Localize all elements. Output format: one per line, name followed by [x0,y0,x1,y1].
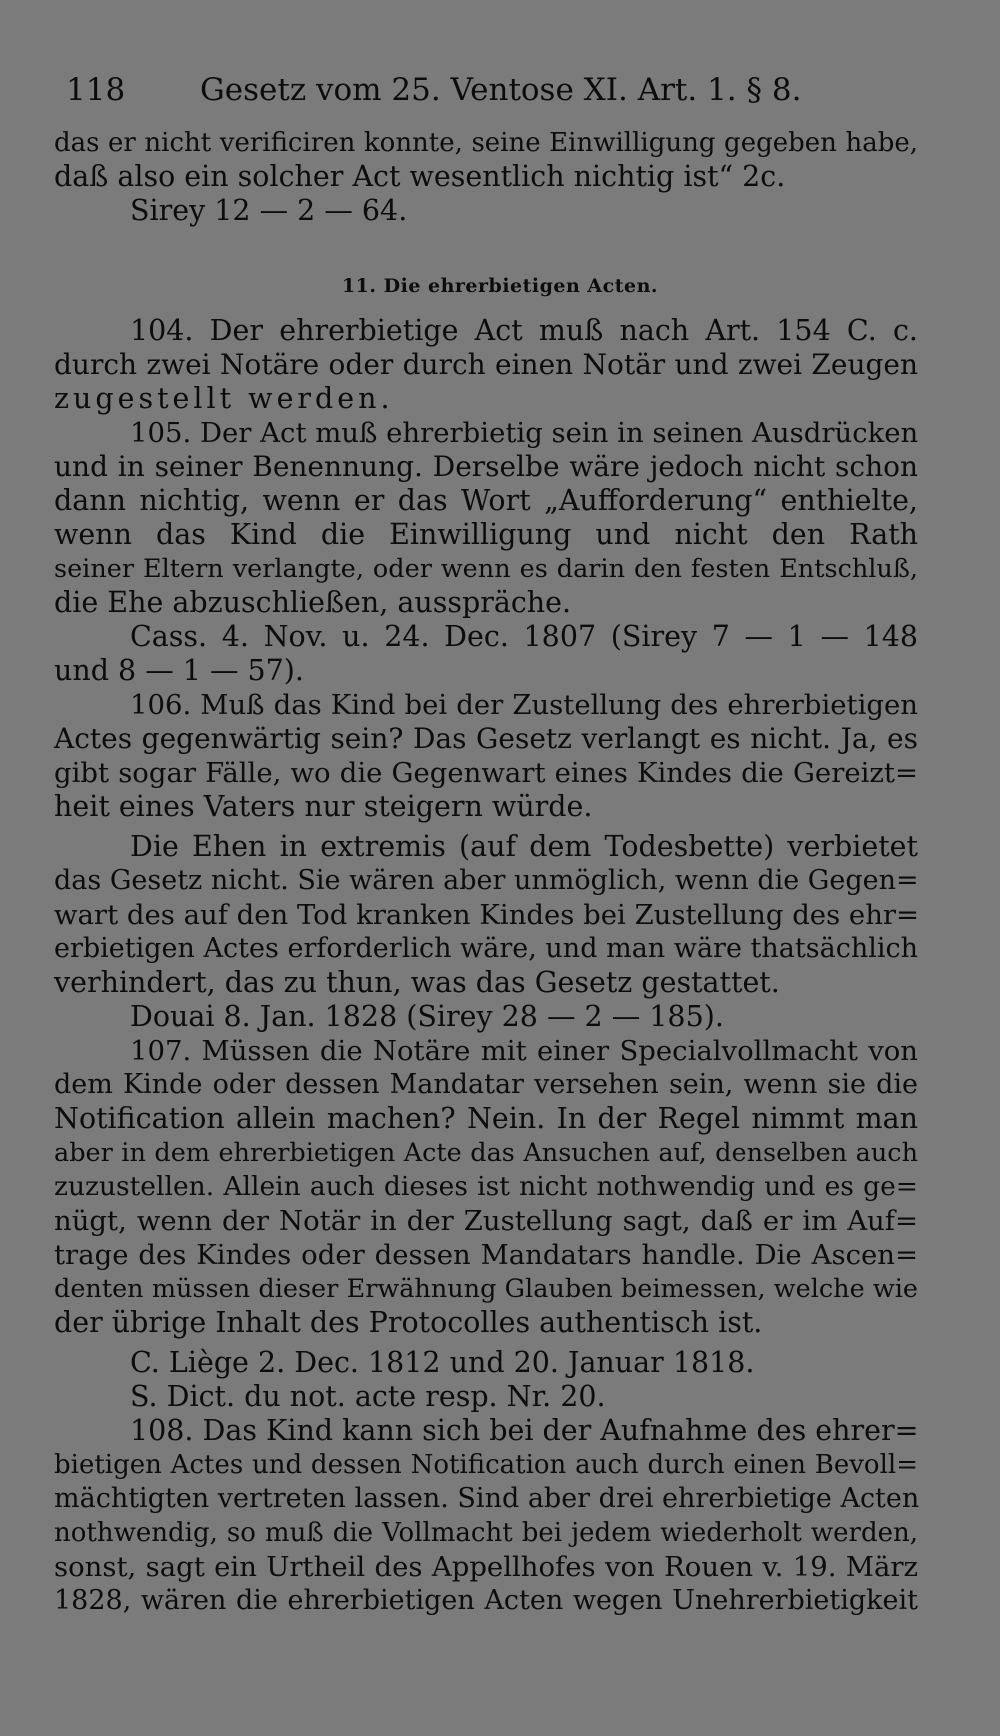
text-line: dem Kinde oder dessen Mandatar versehen sein, wenn sie die [54,1069,918,1100]
text-line: verhindert, das zu thun, was das Gesetz gestattet. [54,966,780,999]
citation: C. Liège 2. Dec. 1812 und 20. Januar 1818. [130,1346,755,1379]
text-line: das Gesetz nicht. Sie wären aber unmöglich, wenn die Gegen= [54,865,919,896]
text-line: bietigen Actes und dessen Notification auch durch einen Bevoll= [54,1450,918,1480]
text-line: zugestellt werden. [54,382,394,415]
text-line: trage des Kindes oder dessen Mandatars handle. Die Ascen= [54,1239,918,1271]
page-header [66,70,802,110]
text-line: durch zwei Notäre oder durch einen Notär und zwei Zeugen [54,348,918,381]
text-line: die Ehe abzuschließen, ausspräche. [54,586,572,619]
text-line: Actes gegenwärtig sein? Das Gesetz verlangt es nicht. Ja, es [54,722,918,755]
text-line: und in seiner Benennung. Derselbe wäre jedoch nicht schon [54,450,918,483]
citation: Douai 8. Jan. 1828 (Sirey 28 — 2 — 185). [130,1000,724,1033]
text-line: der übrige Inhalt des Protocolles authentisch ist. [54,1306,763,1339]
text-line: dann nichtig, wenn er das Wort „Aufforderung“ enthielte, [54,484,918,517]
page-number: 118 [66,72,126,108]
paragraph-start: 107. Müssen die Notäre mit einer Specialvollmacht von [130,1035,918,1067]
citation: S. Dict. du not. acte resp. Nr. 20. [130,1380,606,1413]
text-line: Notification allein machen? Nein. In der Regel nimmt man [54,1102,918,1135]
text-line: daß also ein solcher Act wesentlich nichtig ist“ 2c. [54,160,786,193]
paragraph-start: 105. Der Act muß ehrerbietig sein in seinen Ausdrücken [130,417,919,449]
section-heading: 11. Die ehrerbietigen Acten. [341,275,659,297]
text-line: heit eines Vaters nur steigern würde. [54,790,593,823]
text-line: das er nicht verificiren konnte, seine Einwilligung gegeben habe, [54,128,918,158]
paragraph-start: Die Ehen in extremis (auf dem Todesbette) verbietet [130,830,918,863]
paragraph-start: 108. Das Kind kann sich bei der Aufnahme des ehrer= [130,1414,919,1447]
text-line: nügt, wenn der Notär in der Zustellung sagt, daß er im Auf= [54,1205,918,1237]
text-line: 1828, wären die ehrerbietigen Acten wegen Unehrerbietigkeit [54,1585,918,1616]
text-line: aber in dem ehrerbietigen Acte das Ansuchen auf, denselben auch [54,1138,918,1168]
text-line: gibt sogar Fälle, wo die Gegenwart eines Kindes die Gereizt= [54,757,918,789]
text-line: sonst, sagt ein Urtheil des Appellhofes von Rouen v. 19. März [54,1551,918,1583]
text-line: seiner Eltern verlangte, oder wenn es darin den festen Entschluß, [54,554,918,584]
text-line: wart des auf den Tod kranken Kindes bei Zustellung des ehr= [54,899,920,931]
paragraph-start: 106. Muß das Kind bei der Zustellung des ehrerbietigen [130,689,918,721]
citation: Sirey 12 — 2 — 64. [130,194,408,227]
text-line: denten müssen dieser Erwähnung Glauben beimessen, welche wie [54,1274,918,1304]
text-line: zuzustellen. Allein auch dieses ist nicht nothwendig und es ge= [54,1171,918,1202]
text-line: mächtigten vertreten lassen. Sind aber drei ehrerbietige Acten [54,1483,920,1514]
text-line: wenn das Kind die Einwilligung und nicht den Rath [54,518,918,551]
text-line: nothwendig, so muß die Vollmacht bei jedem wiederholt werden, [54,1518,918,1548]
paragraph-start: 104. Der ehrerbietige Act muß nach Art. 154 C. c. [130,314,918,347]
running-title: Gesetz vom 25. Ventose XI. Art. 1. § 8. [200,72,802,108]
citation: Cass. 4. Nov. u. 24. Dec. 1807 (Sirey 7 — 1 — 148 [130,620,918,653]
citation: und 8 — 1 — 57). [54,654,304,687]
text-line: erbietigen Actes erforderlich wäre, und man wäre thatsächlich [54,933,918,964]
